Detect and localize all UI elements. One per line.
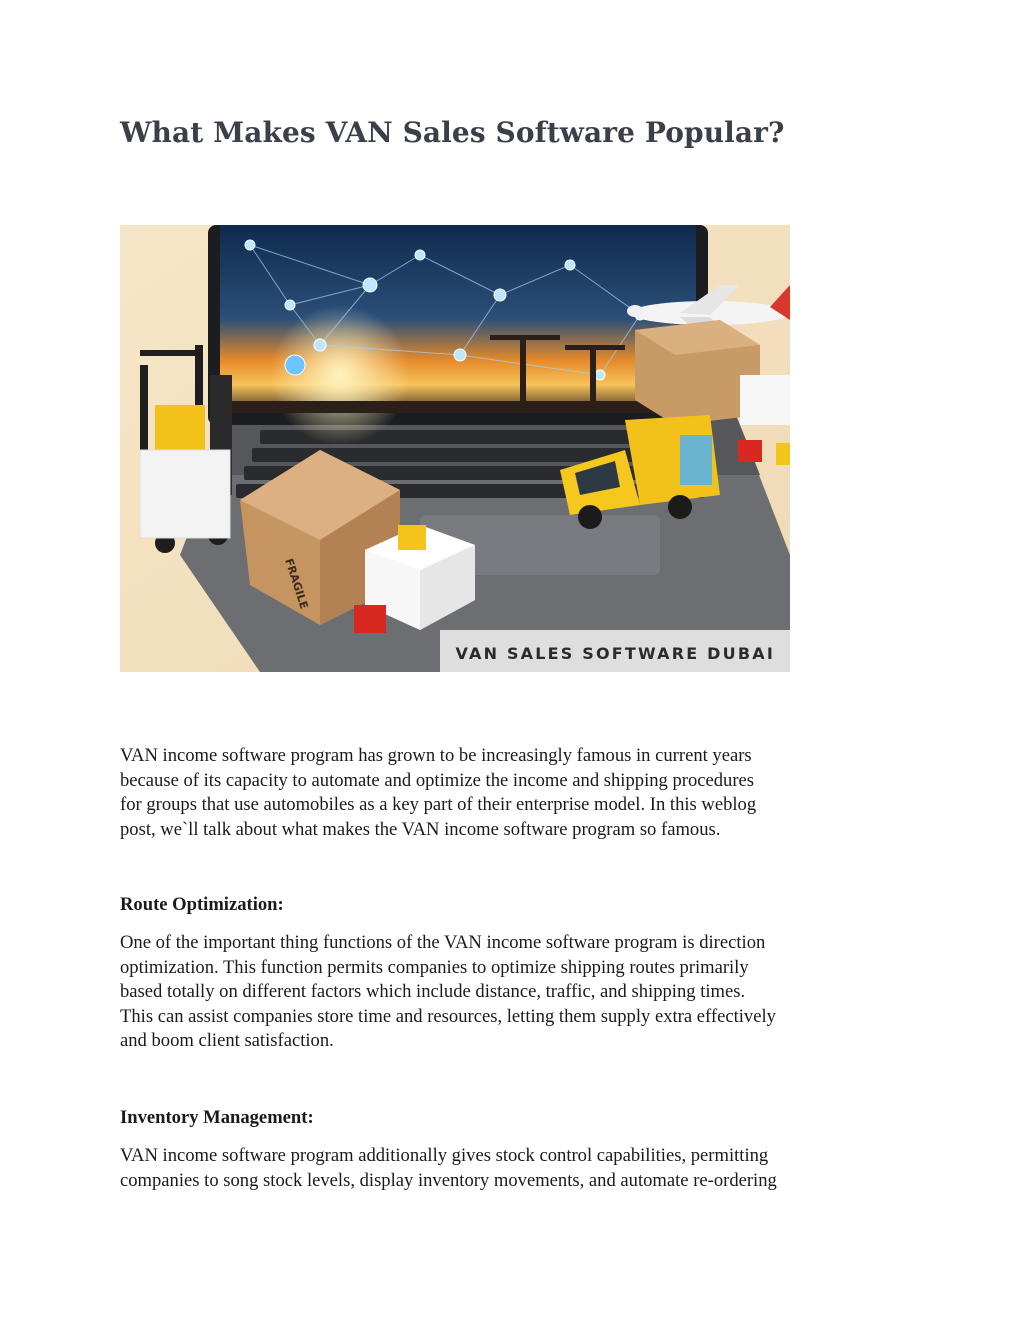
intro-line: for groups that use automobiles as a key part of their enterprise model. In this weblog	[120, 794, 757, 816]
paragraph-line: VAN income software program additionally gives stock control capabilities, permitting	[120, 1145, 769, 1166]
yellow-block	[398, 525, 426, 550]
paragraph-line: and boom client satisfaction.	[120, 1030, 334, 1052]
intro-line: because of its capacity to automate and optimize the income and shipping procedures	[120, 769, 755, 791]
paragraph-line: based totally on different factors which include distance, traffic, and shipping times.	[120, 981, 746, 1003]
paragraph-line: companies to song stock levels, display inventory movements, and automate re-ordering	[120, 1169, 777, 1191]
hero-caption: VAN SALES SOFTWARE DUBAI	[455, 644, 775, 663]
paragraph-line: optimization. This function permits companies to optimize shipping routes primarily	[120, 956, 749, 978]
paragraph-line: This can assist companies store time and resources, letting them supply extra effectively	[120, 1005, 776, 1027]
white-box-right	[740, 375, 790, 425]
intro-line: post, we`ll talk about what makes the VAN income software program so famous.	[120, 818, 721, 840]
inventory-management-paragraph	[120, 1144, 910, 1193]
route-optimization-paragraph	[120, 931, 910, 1054]
laptop-logistics-illustration	[120, 225, 790, 672]
paragraph-line: One of the important thing functions of the VAN income software program is direction	[120, 932, 766, 953]
red-block	[354, 605, 386, 633]
fragile-label: FRAGILE	[282, 556, 311, 611]
section-heading-route-optimization: Route Optimization:	[120, 894, 284, 915]
hero-image	[120, 225, 790, 672]
page-title: What Makes VAN Sales Software Popular?	[120, 116, 785, 149]
intro-paragraph	[120, 744, 910, 842]
intro-line: VAN income software program has grown to be increasingly famous in current years	[120, 745, 752, 766]
white-box-forklift	[140, 450, 230, 538]
section-heading-inventory-management: Inventory Management:	[120, 1107, 314, 1128]
